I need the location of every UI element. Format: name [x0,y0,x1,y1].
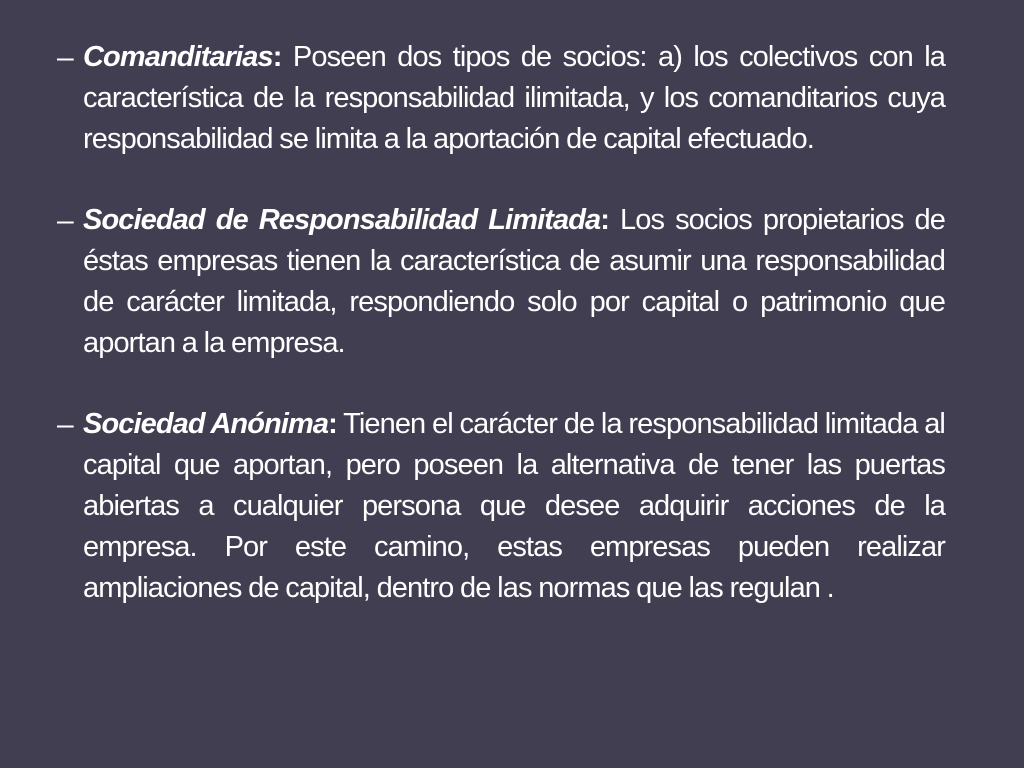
term-label: Sociedad Anónima [83,408,329,440]
bullet-text [83,404,945,609]
dash-bullet-icon: – [57,204,74,237]
term-description: Poseen dos tipos de socios: a) los colectivos con la característica de la responsabilidad ilimitada, y los comanditarios cuya responsabilidad se limita a la aportación de capital efectuado. [83,41,945,155]
term-colon: : [328,408,337,440]
bullet-list [57,37,945,649]
term-label: Comanditarias [83,41,273,73]
bullet-item-sociedad-responsabilidad-limitada [57,200,945,364]
dash-bullet-icon: – [57,41,74,74]
term-label: Sociedad de Responsabilidad Limitada [83,204,601,236]
term-description: Los socios propietarios de éstas empresas tienen la característica de asumir una responsabilidad de carácter limitada, respondiendo solo por capital o patrimonio que aportan a la empresa. [83,204,946,359]
bullet-item-comanditarias [57,37,945,160]
bullet-text [83,37,945,160]
term-colon: : [600,204,610,236]
term-description: Tienen el carácter de la responsabilidad limitada al capital que aportan, pero poseen la alternativa de tener las puertas abiertas a cualquier persona que desee adquirir acciones de la empresa. Por este camino, estas empresas pueden realizar ampliaciones de capital, dentro de las normas que las regulan . [83,408,945,604]
term-colon: : [272,41,282,73]
bullet-item-sociedad-anonima [57,404,945,609]
dash-bullet-icon: – [57,408,74,441]
bullet-text [83,200,945,364]
